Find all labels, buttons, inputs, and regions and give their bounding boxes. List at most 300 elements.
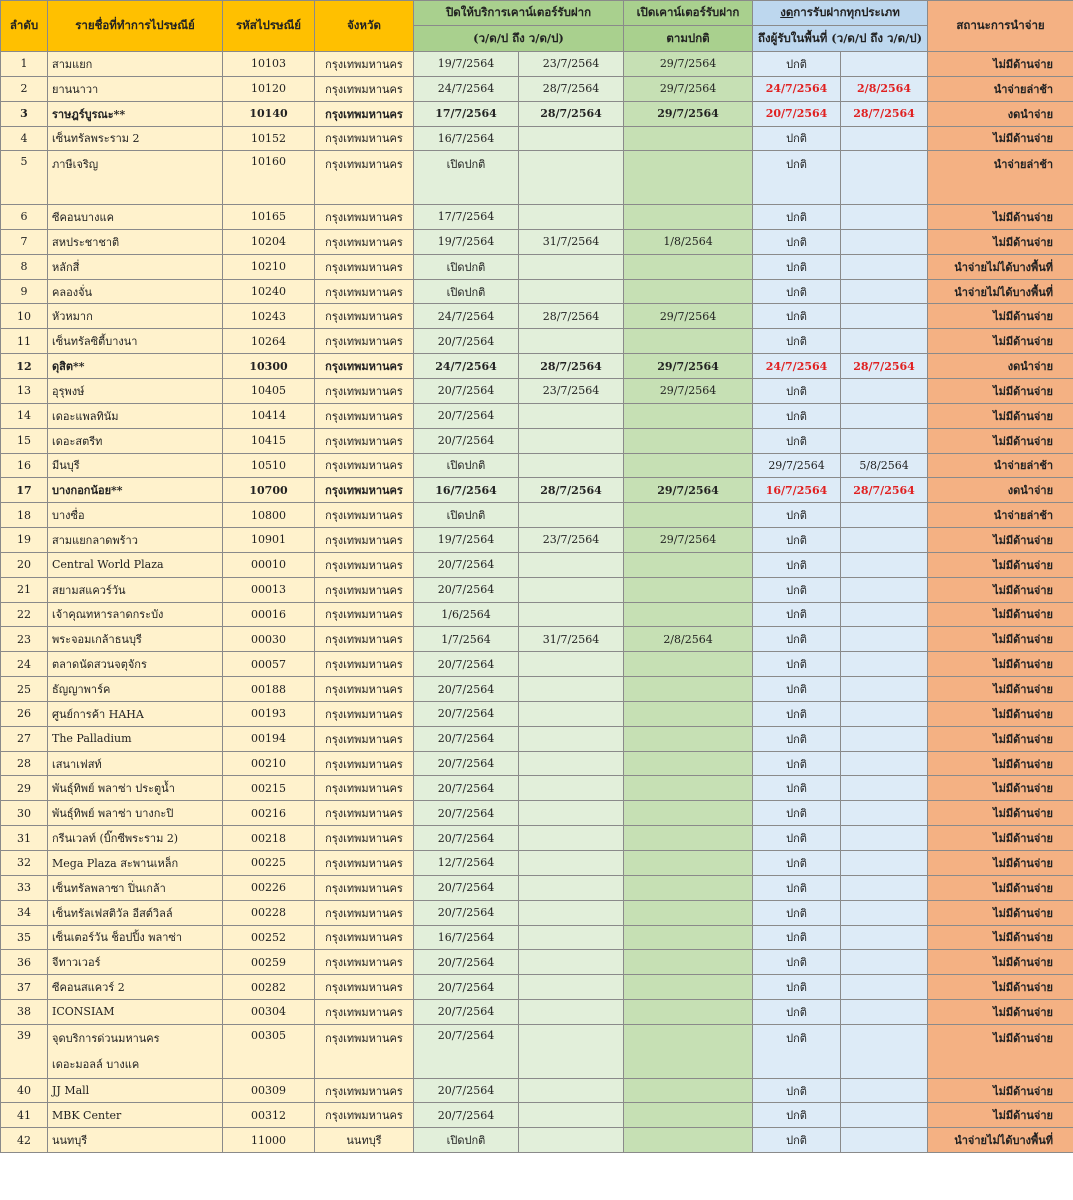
table-row bbox=[1, 652, 1073, 677]
delivery-status: ไม่มีด้านจ่าย bbox=[928, 875, 1073, 900]
table-row bbox=[1, 1078, 1073, 1103]
office-name: พระจอมเกล้าธนบุรี bbox=[48, 627, 223, 652]
closed-to bbox=[519, 652, 624, 677]
postal-code: 00305 bbox=[223, 1024, 315, 1078]
postal-code: 00304 bbox=[223, 1000, 315, 1025]
suspend-from: ปกติ bbox=[753, 52, 841, 77]
table-row bbox=[1, 478, 1073, 503]
closed-to bbox=[519, 428, 624, 453]
closed-from: 19/7/2564 bbox=[414, 52, 519, 77]
suspend-to bbox=[841, 304, 928, 329]
suspend-to: 5/8/2564 bbox=[841, 453, 928, 478]
suspend-from: 16/7/2564 bbox=[753, 478, 841, 503]
closed-to bbox=[519, 677, 624, 702]
delivery-status: ไม่มีด้านจ่าย bbox=[928, 1078, 1073, 1103]
suspend-to bbox=[841, 1078, 928, 1103]
suspend-from: ปกติ bbox=[753, 279, 841, 304]
closed-from: 20/7/2564 bbox=[414, 801, 519, 826]
office-name: เดอะสตรีท bbox=[48, 428, 223, 453]
suspend-from: ปกติ bbox=[753, 329, 841, 354]
header-no: ลำดับ bbox=[1, 1, 48, 52]
postal-code: 00259 bbox=[223, 950, 315, 975]
closed-from: 20/7/2564 bbox=[414, 950, 519, 975]
closed-from: เปิดปกติ bbox=[414, 503, 519, 528]
delivery-status: นำจ่ายไม่ได้บางพื้นที่ bbox=[928, 254, 1073, 279]
reopen-date bbox=[624, 1024, 753, 1078]
office-name: กรีนเวลท์ (บิ๊กซีพระราม 2) bbox=[48, 826, 223, 851]
row-number: 15 bbox=[1, 428, 48, 453]
row-number: 20 bbox=[1, 552, 48, 577]
closed-from: เปิดปกติ bbox=[414, 151, 519, 205]
closed-from: 20/7/2564 bbox=[414, 751, 519, 776]
header-name: รายชื่อที่ทำการไปรษณีย์ bbox=[48, 1, 223, 52]
suspend-from: ปกติ bbox=[753, 677, 841, 702]
province: กรุงเทพมหานคร bbox=[315, 552, 414, 577]
table-row bbox=[1, 403, 1073, 428]
office-name: ราษฎร์บูรณะ** bbox=[48, 101, 223, 126]
province: กรุงเทพมหานคร bbox=[315, 229, 414, 254]
header-province: จังหวัด bbox=[315, 1, 414, 52]
province: กรุงเทพมหานคร bbox=[315, 403, 414, 428]
closed-to bbox=[519, 279, 624, 304]
suspend-to bbox=[841, 428, 928, 453]
closed-to: 28/7/2564 bbox=[519, 76, 624, 101]
suspend-from: ปกติ bbox=[753, 652, 841, 677]
closed-to: 31/7/2564 bbox=[519, 627, 624, 652]
office-name: ดุสิต** bbox=[48, 354, 223, 379]
suspend-to bbox=[841, 975, 928, 1000]
office-name: ยานนาวา bbox=[48, 76, 223, 101]
suspend-from: ปกติ bbox=[753, 503, 841, 528]
closed-from: 24/7/2564 bbox=[414, 76, 519, 101]
postal-code: 00309 bbox=[223, 1078, 315, 1103]
row-number: 39 bbox=[1, 1024, 48, 1078]
table-header bbox=[1, 1, 1073, 52]
table-row bbox=[1, 378, 1073, 403]
closed-from: 12/7/2564 bbox=[414, 851, 519, 876]
office-name: The Palladium bbox=[48, 726, 223, 751]
row-number: 1 bbox=[1, 52, 48, 77]
suspend-to: 28/7/2564 bbox=[841, 101, 928, 126]
table-row bbox=[1, 101, 1073, 126]
office-name: Central World Plaza bbox=[48, 552, 223, 577]
closed-to: 28/7/2564 bbox=[519, 354, 624, 379]
closed-to bbox=[519, 577, 624, 602]
row-number: 37 bbox=[1, 975, 48, 1000]
table-row bbox=[1, 851, 1073, 876]
delivery-status: ไม่มีด้านจ่าย bbox=[928, 602, 1073, 627]
delivery-status: ไม่มีด้านจ่าย bbox=[928, 726, 1073, 751]
postal-code: 10243 bbox=[223, 304, 315, 329]
table-row bbox=[1, 875, 1073, 900]
office-name: ICONSIAM bbox=[48, 1000, 223, 1025]
reopen-date bbox=[624, 801, 753, 826]
closed-from: 20/7/2564 bbox=[414, 875, 519, 900]
reopen-date: 1/8/2564 bbox=[624, 229, 753, 254]
closed-from: 1/7/2564 bbox=[414, 627, 519, 652]
suspend-from: ปกติ bbox=[753, 726, 841, 751]
delivery-status: งดนำจ่าย bbox=[928, 101, 1073, 126]
table-row bbox=[1, 900, 1073, 925]
row-number: 25 bbox=[1, 677, 48, 702]
province: กรุงเทพมหานคร bbox=[315, 151, 414, 205]
closed-from: 20/7/2564 bbox=[414, 975, 519, 1000]
closed-to bbox=[519, 329, 624, 354]
province: กรุงเทพมหานคร bbox=[315, 478, 414, 503]
postal-code: 10700 bbox=[223, 478, 315, 503]
closed-to bbox=[519, 701, 624, 726]
closed-to bbox=[519, 726, 624, 751]
suspend-to bbox=[841, 875, 928, 900]
row-number: 30 bbox=[1, 801, 48, 826]
row-number: 8 bbox=[1, 254, 48, 279]
header-suspend-underline: งด bbox=[780, 5, 794, 19]
office-name: ซีคอนสแควร์ 2 bbox=[48, 975, 223, 1000]
closed-from: 20/7/2564 bbox=[414, 428, 519, 453]
row-number: 36 bbox=[1, 950, 48, 975]
closed-from: 1/6/2564 bbox=[414, 602, 519, 627]
office-name: ธัญญาพาร์ค bbox=[48, 677, 223, 702]
postal-code: 00010 bbox=[223, 552, 315, 577]
reopen-date: 29/7/2564 bbox=[624, 354, 753, 379]
office-name: หัวหมาก bbox=[48, 304, 223, 329]
reopen-date bbox=[624, 602, 753, 627]
office-name: เซ็นเตอร์วัน ช็อปปิ้ง พลาซ่า bbox=[48, 925, 223, 950]
province: กรุงเทพมหานคร bbox=[315, 101, 414, 126]
province: กรุงเทพมหานคร bbox=[315, 801, 414, 826]
reopen-date bbox=[624, 126, 753, 151]
province: กรุงเทพมหานคร bbox=[315, 677, 414, 702]
reopen-date: 29/7/2564 bbox=[624, 101, 753, 126]
row-number: 24 bbox=[1, 652, 48, 677]
delivery-status: นำจ่ายไม่ได้บางพื้นที่ bbox=[928, 1128, 1073, 1153]
office-name: หลักสี่ bbox=[48, 254, 223, 279]
table-row bbox=[1, 776, 1073, 801]
header-suspend-range: ถึงผู้รับในพื้นที่ (ว/ด/ป ถึง ว/ด/ป) bbox=[753, 26, 928, 52]
postal-code: 00218 bbox=[223, 826, 315, 851]
office-name: พันธุ์ทิพย์ พลาซ่า ประตูน้ำ bbox=[48, 776, 223, 801]
closed-to bbox=[519, 552, 624, 577]
header-reopen-sub: ตามปกติ bbox=[624, 26, 753, 52]
delivery-status: ไม่มีด้านจ่าย bbox=[928, 552, 1073, 577]
province: กรุงเทพมหานคร bbox=[315, 378, 414, 403]
closed-from: เปิดปกติ bbox=[414, 1128, 519, 1153]
table-row bbox=[1, 552, 1073, 577]
row-number: 4 bbox=[1, 126, 48, 151]
row-number: 10 bbox=[1, 304, 48, 329]
office-name: อุรุพงษ์ bbox=[48, 378, 223, 403]
reopen-date bbox=[624, 975, 753, 1000]
postal-code: 00228 bbox=[223, 900, 315, 925]
row-number: 34 bbox=[1, 900, 48, 925]
closed-from: 20/7/2564 bbox=[414, 826, 519, 851]
office-name: ภาษีเจริญ bbox=[48, 151, 223, 205]
suspend-to bbox=[841, 826, 928, 851]
delivery-status: ไม่มีด้านจ่าย bbox=[928, 304, 1073, 329]
closed-from: 24/7/2564 bbox=[414, 354, 519, 379]
table-row bbox=[1, 826, 1073, 851]
table-row bbox=[1, 1128, 1073, 1153]
province: กรุงเทพมหานคร bbox=[315, 627, 414, 652]
closed-from: 17/7/2564 bbox=[414, 205, 519, 230]
reopen-date bbox=[624, 875, 753, 900]
row-number: 14 bbox=[1, 403, 48, 428]
office-name: เดอะแพลทินัม bbox=[48, 403, 223, 428]
delivery-status: ไม่มีด้านจ่าย bbox=[928, 528, 1073, 553]
province: กรุงเทพมหานคร bbox=[315, 975, 414, 1000]
suspend-from: ปกติ bbox=[753, 851, 841, 876]
table-row bbox=[1, 975, 1073, 1000]
suspend-from: ปกติ bbox=[753, 925, 841, 950]
reopen-date bbox=[624, 950, 753, 975]
province: กรุงเทพมหานคร bbox=[315, 701, 414, 726]
table-row bbox=[1, 205, 1073, 230]
office-name: เซ็นทรัลซิตี้บางนา bbox=[48, 329, 223, 354]
suspend-to bbox=[841, 151, 928, 205]
header-status: สถานะการนำจ่าย bbox=[928, 1, 1073, 52]
closed-from: 20/7/2564 bbox=[414, 776, 519, 801]
table-row bbox=[1, 677, 1073, 702]
delivery-status: งดนำจ่าย bbox=[928, 478, 1073, 503]
postal-code: 00282 bbox=[223, 975, 315, 1000]
province: กรุงเทพมหานคร bbox=[315, 1103, 414, 1128]
suspend-from: ปกติ bbox=[753, 1000, 841, 1025]
closed-to bbox=[519, 1078, 624, 1103]
postal-code: 10264 bbox=[223, 329, 315, 354]
header-reopen: เปิดเคาน์เตอร์รับฝาก bbox=[624, 1, 753, 26]
suspend-to bbox=[841, 378, 928, 403]
suspend-from: ปกติ bbox=[753, 528, 841, 553]
office-name bbox=[48, 1024, 223, 1078]
table-row bbox=[1, 577, 1073, 602]
reopen-date bbox=[624, 851, 753, 876]
delivery-status: ไม่มีด้านจ่าย bbox=[928, 577, 1073, 602]
suspend-from: 24/7/2564 bbox=[753, 76, 841, 101]
postal-code: 00188 bbox=[223, 677, 315, 702]
suspend-to bbox=[841, 925, 928, 950]
postal-code: 10510 bbox=[223, 453, 315, 478]
delivery-status: ไม่มีด้านจ่าย bbox=[928, 677, 1073, 702]
reopen-date bbox=[624, 279, 753, 304]
postal-code: 10204 bbox=[223, 229, 315, 254]
closed-to bbox=[519, 875, 624, 900]
delivery-status: ไม่มีด้านจ่าย bbox=[928, 403, 1073, 428]
office-name: สยามสแควร์วัน bbox=[48, 577, 223, 602]
delivery-status: ไม่มีด้านจ่าย bbox=[928, 229, 1073, 254]
reopen-date bbox=[624, 503, 753, 528]
closed-to bbox=[519, 801, 624, 826]
table-row bbox=[1, 453, 1073, 478]
reopen-date bbox=[624, 453, 753, 478]
table-row bbox=[1, 329, 1073, 354]
row-number: 28 bbox=[1, 751, 48, 776]
suspend-from: ปกติ bbox=[753, 801, 841, 826]
suspend-from: ปกติ bbox=[753, 304, 841, 329]
closed-from: 20/7/2564 bbox=[414, 701, 519, 726]
office-name: ตลาดนัดสวนจตุจักร bbox=[48, 652, 223, 677]
suspend-to bbox=[841, 254, 928, 279]
delivery-status: ไม่มีด้านจ่าย bbox=[928, 776, 1073, 801]
suspend-to bbox=[841, 403, 928, 428]
closed-from: 16/7/2564 bbox=[414, 925, 519, 950]
suspend-to bbox=[841, 677, 928, 702]
province: กรุงเทพมหานคร bbox=[315, 751, 414, 776]
suspend-to bbox=[841, 1000, 928, 1025]
row-number: 7 bbox=[1, 229, 48, 254]
closed-to bbox=[519, 254, 624, 279]
closed-from: 20/7/2564 bbox=[414, 1024, 519, 1078]
suspend-from: ปกติ bbox=[753, 602, 841, 627]
reopen-date bbox=[624, 577, 753, 602]
table-row bbox=[1, 925, 1073, 950]
suspend-to bbox=[841, 652, 928, 677]
table-row bbox=[1, 801, 1073, 826]
province: กรุงเทพมหานคร bbox=[315, 354, 414, 379]
delivery-status: นำจ่ายล่าช้า bbox=[928, 503, 1073, 528]
postal-code: 10300 bbox=[223, 354, 315, 379]
closed-to: 23/7/2564 bbox=[519, 52, 624, 77]
province: กรุงเทพมหานคร bbox=[315, 329, 414, 354]
province: กรุงเทพมหานคร bbox=[315, 826, 414, 851]
suspend-from: ปกติ bbox=[753, 875, 841, 900]
suspend-from: ปกติ bbox=[753, 552, 841, 577]
postal-code: 00312 bbox=[223, 1103, 315, 1128]
reopen-date bbox=[624, 900, 753, 925]
postal-code: 10103 bbox=[223, 52, 315, 77]
province: นนทบุรี bbox=[315, 1128, 414, 1153]
office-name: เซ็นทรัลพระราม 2 bbox=[48, 126, 223, 151]
office-name: Mega Plaza สะพานเหล็ก bbox=[48, 851, 223, 876]
province: กรุงเทพมหานคร bbox=[315, 577, 414, 602]
suspend-to bbox=[841, 577, 928, 602]
delivery-status: นำจ่ายล่าช้า bbox=[928, 76, 1073, 101]
suspend-to bbox=[841, 701, 928, 726]
header-suspend-rest: การรับฝากทุกประเภท bbox=[793, 5, 900, 19]
province: กรุงเทพมหานคร bbox=[315, 726, 414, 751]
table-row bbox=[1, 1000, 1073, 1025]
reopen-date: 29/7/2564 bbox=[624, 304, 753, 329]
office-name: เสนาเฟสท์ bbox=[48, 751, 223, 776]
postal-code: 00215 bbox=[223, 776, 315, 801]
province: กรุงเทพมหานคร bbox=[315, 126, 414, 151]
province: กรุงเทพมหานคร bbox=[315, 1000, 414, 1025]
suspend-from: ปกติ bbox=[753, 254, 841, 279]
suspend-from: 24/7/2564 bbox=[753, 354, 841, 379]
suspend-to bbox=[841, 602, 928, 627]
reopen-date: 29/7/2564 bbox=[624, 52, 753, 77]
delivery-status: นำจ่ายล่าช้า bbox=[928, 151, 1073, 205]
suspend-from: ปกติ bbox=[753, 151, 841, 205]
postal-code: 10415 bbox=[223, 428, 315, 453]
row-number: 21 bbox=[1, 577, 48, 602]
suspend-to bbox=[841, 627, 928, 652]
suspend-to bbox=[841, 1128, 928, 1153]
closed-from: 20/7/2564 bbox=[414, 1078, 519, 1103]
office-name: เซ็นทรัลเฟสติวัล อีสต์วิลล์ bbox=[48, 900, 223, 925]
reopen-date: 29/7/2564 bbox=[624, 478, 753, 503]
delivery-status: ไม่มีด้านจ่าย bbox=[928, 851, 1073, 876]
table-row bbox=[1, 726, 1073, 751]
delivery-status: ไม่มีด้านจ่าย bbox=[928, 975, 1073, 1000]
office-name-line2: เดอะมอลล์ บางแค bbox=[52, 1057, 140, 1071]
closed-from: 20/7/2564 bbox=[414, 552, 519, 577]
reopen-date bbox=[624, 205, 753, 230]
postal-code: 00216 bbox=[223, 801, 315, 826]
suspend-from: ปกติ bbox=[753, 826, 841, 851]
closed-to bbox=[519, 975, 624, 1000]
closed-to bbox=[519, 900, 624, 925]
delivery-status: ไม่มีด้านจ่าย bbox=[928, 1103, 1073, 1128]
row-number: 40 bbox=[1, 1078, 48, 1103]
province: กรุงเทพมหานคร bbox=[315, 1024, 414, 1078]
closed-from: 20/7/2564 bbox=[414, 726, 519, 751]
suspend-from: ปกติ bbox=[753, 577, 841, 602]
reopen-date bbox=[624, 552, 753, 577]
row-number: 32 bbox=[1, 851, 48, 876]
postal-code: 00252 bbox=[223, 925, 315, 950]
row-number: 33 bbox=[1, 875, 48, 900]
row-number: 19 bbox=[1, 528, 48, 553]
postal-code: 00013 bbox=[223, 577, 315, 602]
closed-to: 28/7/2564 bbox=[519, 101, 624, 126]
closed-to bbox=[519, 925, 624, 950]
closed-from: 20/7/2564 bbox=[414, 1000, 519, 1025]
table-row bbox=[1, 1103, 1073, 1128]
office-name: ซีคอนบางแค bbox=[48, 205, 223, 230]
office-name: บางซื่อ bbox=[48, 503, 223, 528]
row-number: 2 bbox=[1, 76, 48, 101]
closed-to bbox=[519, 126, 624, 151]
row-number: 29 bbox=[1, 776, 48, 801]
suspend-from: ปกติ bbox=[753, 776, 841, 801]
reopen-date bbox=[624, 751, 753, 776]
province: กรุงเทพมหานคร bbox=[315, 205, 414, 230]
closed-from: 20/7/2564 bbox=[414, 652, 519, 677]
office-name: นนทบุรี bbox=[48, 1128, 223, 1153]
row-number: 35 bbox=[1, 925, 48, 950]
table-row bbox=[1, 428, 1073, 453]
row-number: 13 bbox=[1, 378, 48, 403]
office-name: เซ็นทรัลพลาซา ปิ่นเกล้า bbox=[48, 875, 223, 900]
suspend-from: ปกติ bbox=[753, 900, 841, 925]
office-name: บางกอกน้อย** bbox=[48, 478, 223, 503]
office-name: ศูนย์การค้า HAHA bbox=[48, 701, 223, 726]
closed-from: 24/7/2564 bbox=[414, 304, 519, 329]
suspend-from: ปกติ bbox=[753, 975, 841, 1000]
delivery-status: ไม่มีด้านจ่าย bbox=[928, 1000, 1073, 1025]
postal-code: 00193 bbox=[223, 701, 315, 726]
suspend-to bbox=[841, 229, 928, 254]
suspend-to bbox=[841, 126, 928, 151]
suspend-from: ปกติ bbox=[753, 403, 841, 428]
reopen-date bbox=[624, 925, 753, 950]
province: กรุงเทพมหานคร bbox=[315, 776, 414, 801]
delivery-status: ไม่มีด้านจ่าย bbox=[928, 701, 1073, 726]
suspend-from: ปกติ bbox=[753, 751, 841, 776]
table-row bbox=[1, 701, 1073, 726]
reopen-date: 29/7/2564 bbox=[624, 528, 753, 553]
office-name: พันธุ์ทิพย์ พลาซ่า บางกะปิ bbox=[48, 801, 223, 826]
province: กรุงเทพมหานคร bbox=[315, 428, 414, 453]
row-number: 41 bbox=[1, 1103, 48, 1128]
closed-to bbox=[519, 776, 624, 801]
closed-from: 19/7/2564 bbox=[414, 229, 519, 254]
suspend-to bbox=[841, 279, 928, 304]
postal-code: 10210 bbox=[223, 254, 315, 279]
postal-code: 10405 bbox=[223, 378, 315, 403]
closed-to bbox=[519, 851, 624, 876]
row-number: 27 bbox=[1, 726, 48, 751]
